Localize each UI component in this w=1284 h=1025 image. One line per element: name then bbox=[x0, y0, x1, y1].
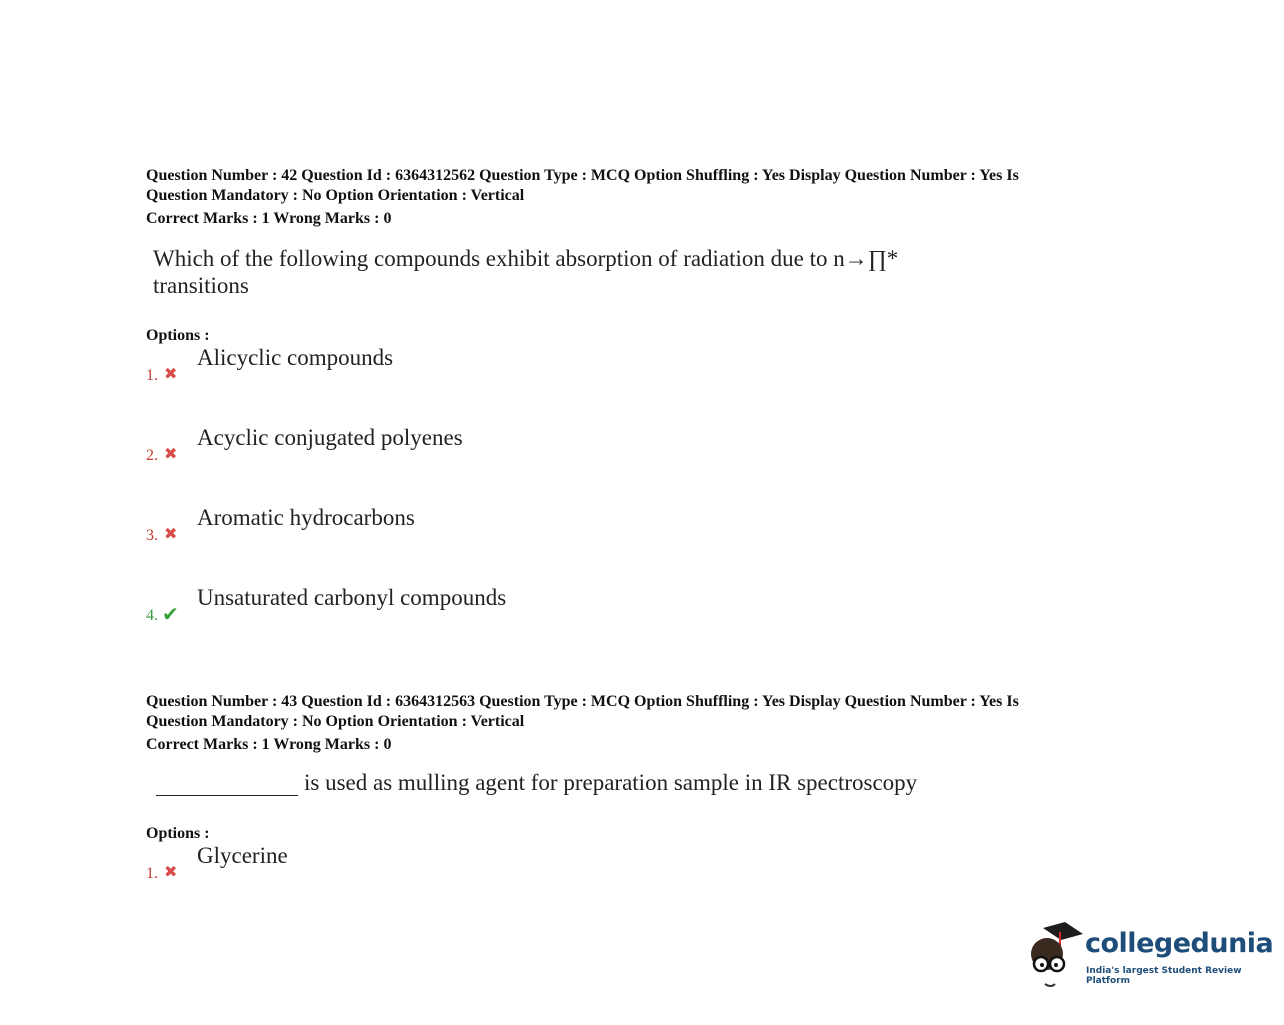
option-number: 2. bbox=[146, 447, 158, 464]
options-label: Options : bbox=[146, 327, 210, 344]
option-text: Acyclic conjugated polyenes bbox=[197, 425, 463, 450]
question-meta: Question Number : 43 Question Id : 6364312563 Question Type : MCQ Option Shuffling : Yes Display Question Number : Yes Is Question Mandatory : No Option Orientation : Vertical bbox=[146, 693, 1019, 730]
question-42 bbox=[146, 166, 1106, 665]
check-icon: ✔ bbox=[162, 604, 179, 626]
cross-icon: ✖ bbox=[164, 526, 178, 543]
option-text: Alicyclic compounds bbox=[197, 345, 394, 370]
question-text: is used as mulling agent for preparation sample in IR spectroscopy bbox=[156, 769, 1106, 796]
option-item bbox=[146, 505, 1106, 585]
question-text: Which of the following compounds exhibit absorption of radiation due to n→∏* transitions bbox=[153, 246, 899, 298]
options-list bbox=[146, 843, 1106, 923]
cross-icon: ✖ bbox=[164, 446, 178, 463]
option-number: 4. bbox=[146, 607, 158, 624]
question-marks: Correct Marks : 1 Wrong Marks : 0 bbox=[146, 210, 392, 227]
option-text: Glycerine bbox=[197, 843, 288, 868]
mascot-icon bbox=[1025, 920, 1087, 990]
cross-icon: ✖ bbox=[164, 864, 178, 881]
option-number: 1. bbox=[146, 865, 158, 882]
option-item bbox=[146, 843, 1106, 923]
logo-tagline: India's largest Student Review Platform bbox=[1086, 966, 1242, 986]
question-marks: Correct Marks : 1 Wrong Marks : 0 bbox=[146, 736, 392, 753]
options-label: Options : bbox=[146, 825, 210, 842]
option-item bbox=[146, 345, 1106, 425]
logo-wordmark: collegedunia bbox=[1085, 928, 1274, 959]
fill-blank bbox=[156, 773, 298, 796]
option-number: 1. bbox=[146, 367, 158, 384]
option-item bbox=[146, 585, 1106, 665]
question-43 bbox=[146, 692, 1106, 923]
cross-icon: ✖ bbox=[164, 366, 178, 383]
collegedunia-logo bbox=[1025, 920, 1274, 990]
options-list bbox=[146, 345, 1106, 665]
option-text: Aromatic hydrocarbons bbox=[197, 505, 415, 530]
option-number: 3. bbox=[146, 527, 158, 544]
option-item bbox=[146, 425, 1106, 505]
question-meta: Question Number : 42 Question Id : 6364312562 Question Type : MCQ Option Shuffling : Yes Display Question Number : Yes Is Question Mandatory : No Option Orientation : Vertical bbox=[146, 167, 1019, 204]
option-text: Unsaturated carbonyl compounds bbox=[197, 585, 507, 610]
